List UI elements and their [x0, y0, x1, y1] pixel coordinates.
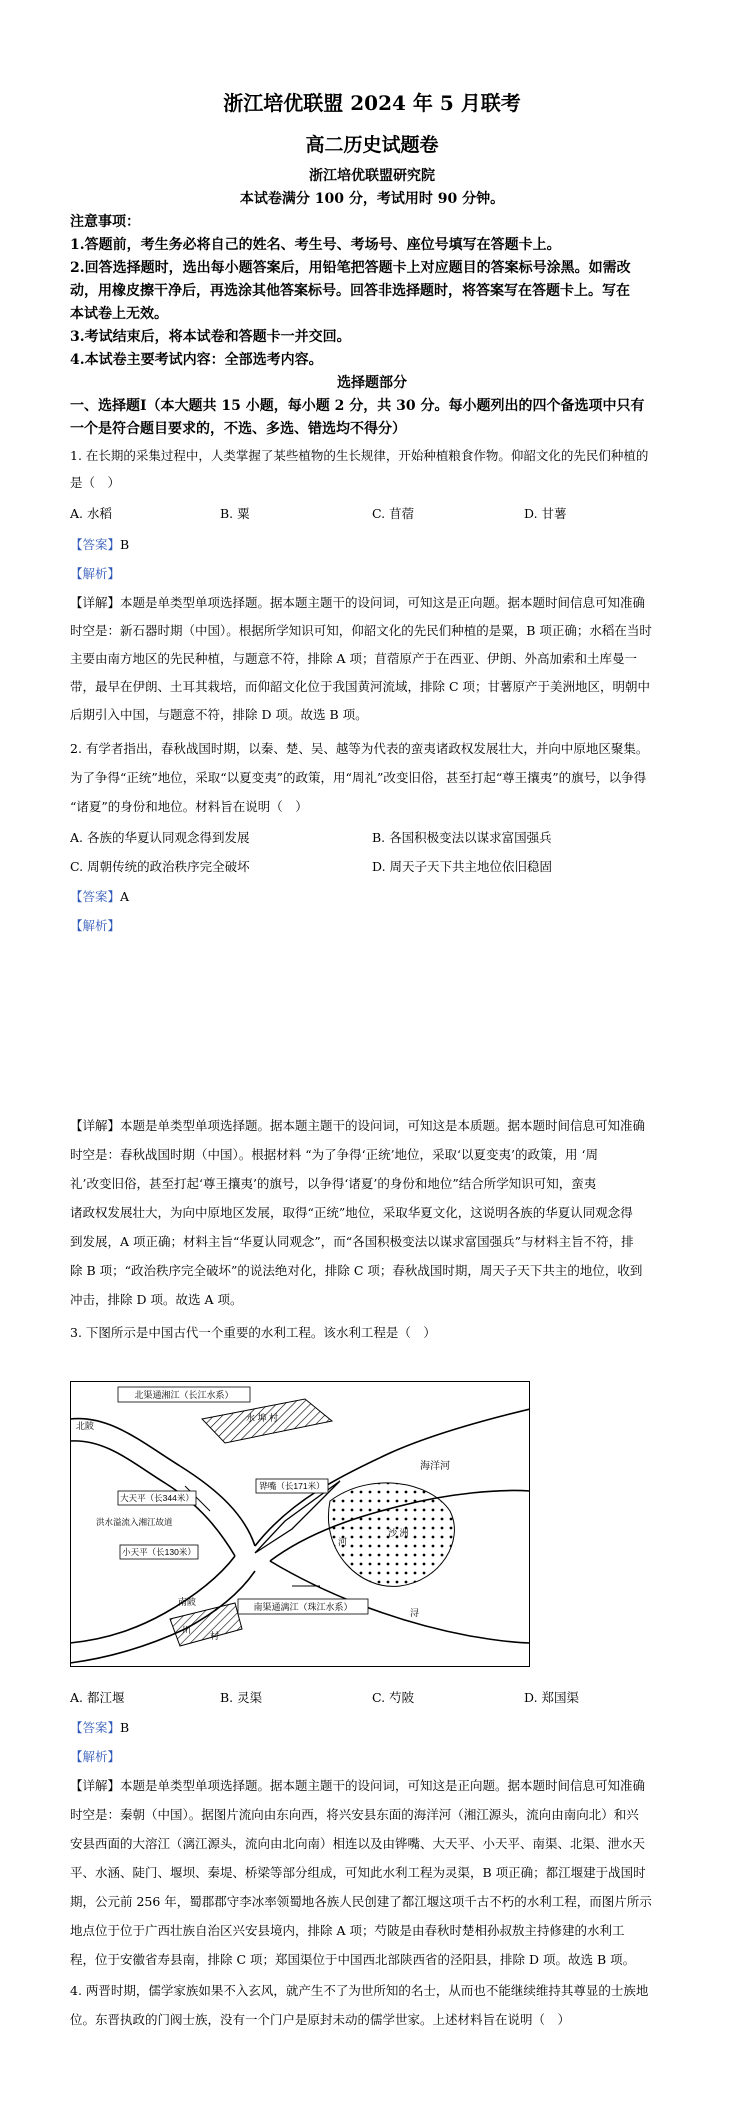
question-2-text: 2. 有学者指出，春秋战国时期，以秦、楚、吴、越等为代表的蛮夷诸政权发展壮大，并向中原地区聚集。: [70, 741, 649, 756]
question-3-option-a: A. 都江堰: [70, 1690, 125, 1705]
question-1-option-b: B. 粟: [220, 506, 250, 521]
question-2-analysis-label: 【解析】: [70, 918, 121, 933]
question-1-detail: 后期引入中国，与题意不符，排除 D 项。故选 B 项。: [70, 707, 368, 722]
question-3-option-c: C. 芍陂: [372, 1690, 415, 1705]
question-2-detail: 冲击，排除 D 项。故选 A 项。: [70, 1292, 243, 1307]
notice-line: 本试卷上无效。: [70, 306, 168, 322]
answer-value: B: [120, 537, 130, 552]
notice-line: 1.答题前，考生务必将自己的姓名、考生号、考场号、座位号填写在答题卡上。: [70, 237, 561, 253]
question-4-text: 位。东晋执政的门阀士族，没有一个门户是原封未动的儒学世家。上述材料旨在说明（ ）: [70, 2012, 571, 2027]
question-4-text: 4. 两晋时期，儒学家族如果不入玄风，就产生不了为世所知的名士，从而也不能继续维持其尊显的士族地: [70, 1983, 649, 1998]
question-3-detail: 安县西面的大溶江（漓江源头，流向由北向南）相连以及由铧嘴、大天平、小天平、南渠、北渠、泄水天: [70, 1836, 646, 1851]
river-char-label: 河: [338, 1537, 348, 1547]
shuicun-label: 水 埠 村: [246, 1413, 279, 1423]
section-title: 选择题部分: [337, 375, 407, 391]
section-instructions: 一、选择题I（本大题共 15 小题，每小题 2 分，共 30 分。每小题列出的四个备选项中只有: [70, 398, 645, 414]
question-2-detail: 诸政权发展壮大，为向中原地区发展，取得“正统”地位，采取华夏文化，这说明各族的华夏认同观念得: [70, 1205, 633, 1220]
question-1-detail: 主要由南方地区的先民种植，与题意不符，排除 A 项；苜蓿原产于在西亚、伊朗、外高加索和土库曼一: [70, 651, 637, 666]
question-3-detail: 地点位于位于广西壮族自治区兴安县境内，排除 A 项；芍陂是由春秋时楚相孙叔敖主持修建的水利工: [70, 1923, 625, 1938]
question-3-option-d: D. 郑国渠: [524, 1690, 580, 1705]
question-3-detail: 程，位于安徽省寿县南，排除 C 项；郑国渠位于中国西北部陕西省的泾阳县，排除 D 项。故选 B 项。: [70, 1952, 636, 1967]
question-1-option-d: D. 甘薯: [524, 506, 567, 521]
answer-value: B: [120, 1720, 130, 1735]
answer-label: 【答案】: [70, 889, 121, 904]
north-canal-label: 北渠通湘江（长江水系）: [134, 1390, 234, 1400]
question-2-detail: 时空是：春秋战国时期（中国）。根据材料 “为了争得‘正统’地位，采取‘以夏变夷’的政策，用 ‘周: [70, 1147, 598, 1162]
question-1-answer: [70, 537, 129, 553]
question-1-detail: 【详解】本题是单类型单项选择题。据本题主题干的设问词，可知这是正向题。据本题时间信息可知准确: [70, 595, 646, 610]
notice-heading: 注意事项：: [70, 214, 140, 230]
flood-line-label: 洪水溢流入湘江故道: [96, 1517, 173, 1527]
exam-score-info: 本试卷满分 100 分，考试用时 90 分钟。: [239, 191, 505, 207]
question-3-detail: 时空是：秦朝（中国）。据图片流向由东向西，将兴安县东面的海洋河（湘江源头，流向由南向北）和兴: [70, 1807, 639, 1822]
question-2-option-c: C. 周朝传统的政治秩序完全破坏: [70, 859, 250, 874]
beipi-label: 北陂: [76, 1421, 95, 1431]
question-2-option-d: D. 周天子天下共主地位依旧稳固: [372, 859, 553, 874]
cun-label: 村: [210, 1631, 220, 1641]
question-3-option-b: B. 灵渠: [220, 1690, 263, 1705]
notice-line: 2.回答选择题时，选出每小题答案后，用铅笔把答题卡上对应题目的答案标号涂黑。如需改: [70, 260, 631, 276]
xun-label: 浔: [410, 1608, 420, 1618]
notice-line: 3.考试结束后，将本试卷和答题卡一并交回。: [70, 329, 351, 345]
question-3-text: 3. 下图所示是中国古代一个重要的水利工程。该水利工程是（ ）: [70, 1325, 436, 1340]
section-instructions: 一个是符合题目要求的，不选、多选、错选均不得分）: [70, 421, 406, 437]
question-1-option-c: C. 苜蓿: [372, 506, 415, 521]
question-1-analysis-label: 【解析】: [70, 566, 121, 581]
haiyang-river-label: 海洋河: [420, 1461, 450, 1472]
question-1-text: 是（ ）: [70, 475, 121, 490]
chuan-label: 川: [182, 1625, 192, 1635]
question-3-detail: 期，公元前 256 年，蜀郡郡守李冰率领蜀地各族人民创建了都江堰这项千古不朽的水利工程，而图片所示: [70, 1894, 652, 1909]
question-2-option-b: B. 各国积极变法以谋求富国强兵: [372, 830, 552, 845]
answer-label: 【答案】: [70, 1720, 121, 1735]
huazui-label: 铧嘴（长171米）: [259, 1481, 325, 1491]
question-2-option-a: A. 各族的华夏认同观念得到发展: [70, 830, 250, 845]
question-2-text: “诸夏”的身份和地位。材料旨在说明（ ）: [70, 799, 308, 814]
south-canal-label: 南渠通漓江（珠江水系）: [253, 1602, 353, 1612]
question-2-detail: 【详解】本题是单类型单项选择题。据本题主题干的设问词，可知这是本质题。据本题时间信息可知准确: [70, 1118, 646, 1133]
answer-label: 【答案】: [70, 537, 121, 552]
notice-line: 4.本试卷主要考试内容：全部选考内容。: [70, 352, 323, 368]
nanpi-label: 南陂: [178, 1597, 197, 1607]
question-1-detail: 带，最早在伊朗、土耳其栽培，而仰韶文化位于我国黄河流域，排除 C 项；甘薯原产于美洲地区，明朝中: [70, 679, 651, 694]
exam-title: 浙江培优联盟 2024 年 5 月联考: [223, 91, 521, 115]
question-2-detail: 礼’改变旧俗，甚至打起‘尊王攘夷’的旗号，以争得‘诸夏’的身份和地位”结合所学知识可知，蛮夷: [70, 1176, 597, 1191]
question-2-text: 为了争得“正统”地位，采取“以夏变夷”的政策，用“周礼”改变旧俗，甚至打起“尊王攘夷”的旗号，以争得: [70, 770, 647, 785]
question-3-answer: [70, 1720, 129, 1736]
exam-subtitle: 高二历史试题卷: [305, 134, 439, 156]
answer-value: A: [120, 889, 130, 904]
notice-line: 动，用橡皮擦干净后，再选涂其他答案标号。回答非选择题时，将答案写在答题卡上。写在: [70, 283, 630, 299]
xiao-tianping-label: 小天平（长130米）: [122, 1547, 196, 1557]
question-2-answer: [70, 889, 129, 905]
question-3-detail: 【详解】本题是单类型单项选择题。据本题主题干的设问词，可知这是正向题。据本题时间信息可知准确: [70, 1778, 646, 1793]
question-2-detail: 除 B 项；“政治秩序完全破坏”的说法绝对化，排除 C 项；春秋战国时期，周天子天下共主的地位，收到: [70, 1263, 643, 1278]
lingqu-map-figure: [70, 1381, 530, 1667]
question-1-text: 1. 在长期的采集过程中，人类掌握了某些植物的生长规律，开始种植粮食作物。仰韶文化的先民们种植的: [70, 448, 649, 463]
exam-org: 浙江培优联盟研究院: [309, 168, 435, 184]
question-2-detail: 到发展，A 项正确；材料主旨“华夏认同观念”，而“各国积极变法以谋求富国强兵”与材料主旨不符，排: [70, 1234, 634, 1249]
shazhou-label: 沙 洲: [388, 1528, 409, 1538]
question-1-detail: 时空是：新石器时期（中国）。根据所学知识可知，仰韶文化的先民们种植的是粟，B 项正确；水稻在当时: [70, 623, 652, 638]
da-tianping-label: 大天平（长344米）: [120, 1493, 194, 1503]
question-3-analysis-label: 【解析】: [70, 1749, 121, 1764]
question-1-option-a: A. 水稻: [70, 506, 112, 521]
question-3-detail: 平、水涵、陡门、堰坝、秦堤、桥梁等部分组成，可知此水利工程为灵渠，B 项正确；都江堰建于战国时: [70, 1865, 646, 1880]
